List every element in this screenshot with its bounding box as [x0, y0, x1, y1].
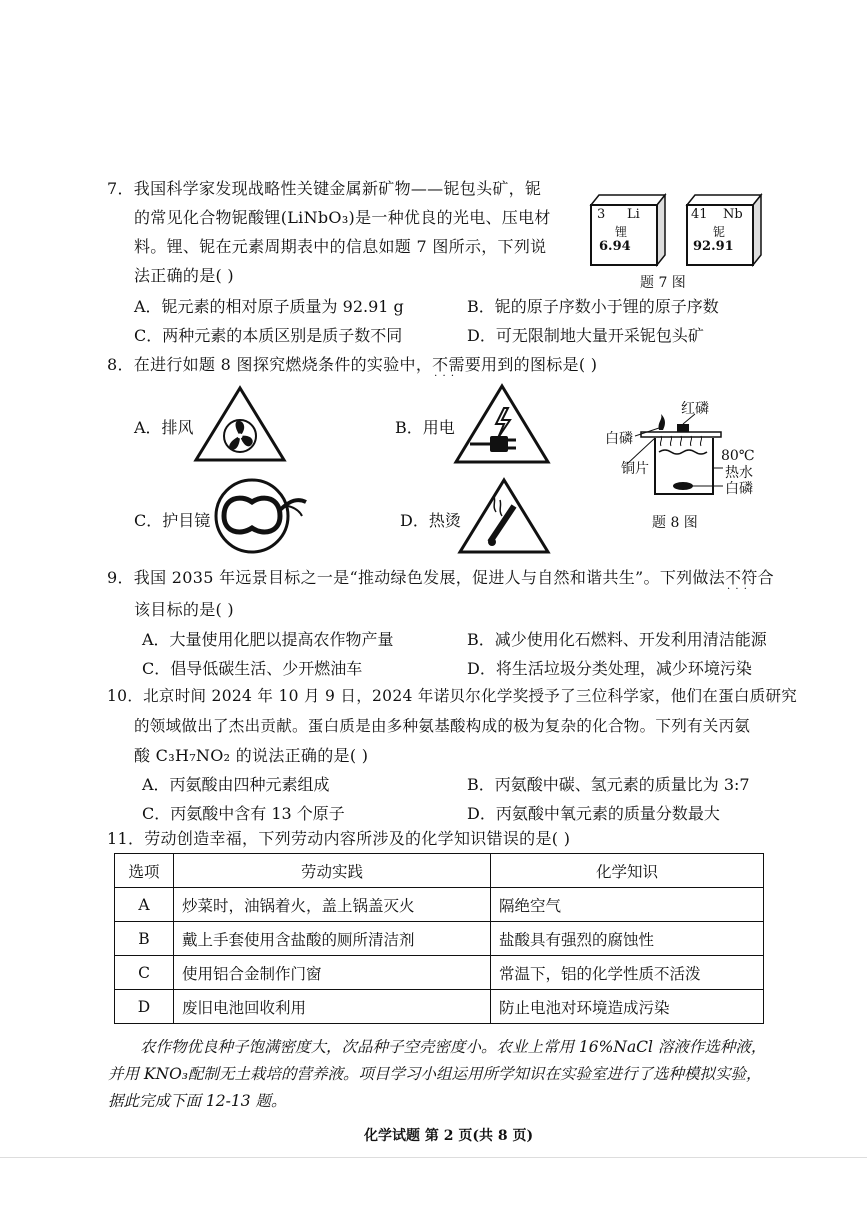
label-hot-water: 热水: [725, 465, 753, 481]
goggles-icon: [210, 476, 310, 556]
table-row: [115, 990, 764, 1024]
q11-table: [114, 853, 764, 1024]
q10-option-c: C．丙氨酸中含有 13 个原子: [142, 804, 345, 823]
li-card-frame: [587, 191, 669, 267]
q10-line2: 的领域做出了杰出贡献。蛋白质是由多种氨基酸构成的极为复杂的化合物。下列有关丙氨: [134, 717, 751, 735]
q8-stem: [107, 352, 597, 375]
hot-surface-icon: [456, 476, 552, 556]
q7-option-d: D．可无限制地大量开采铌包头矿: [467, 326, 704, 345]
table-cell: 废旧电池回收利用: [174, 990, 491, 1024]
nb-element-card: [683, 191, 765, 267]
table-header-cell: 选项: [115, 854, 174, 888]
li-symbol: Li: [627, 207, 640, 222]
table-cell: B: [115, 922, 174, 956]
q7-line3: 料。锂、铌在元素周期表中的信息如题 7 图所示，下列说: [134, 237, 547, 256]
footer-divider: [0, 1157, 867, 1158]
q7-line2: 的常见化合物铌酸锂(LiNbO₃)是一种优良的光电、压电材: [134, 208, 551, 227]
q8-stem-prefix: 8．在进行如题 8 图探究燃烧条件的实验中，: [107, 355, 433, 374]
q10-line3: 酸 C₃H₇NO₂ 的说法正确的是( ): [134, 746, 369, 765]
table-cell: 隔绝空气: [491, 888, 764, 922]
q7-line4: 法正确的是( ): [134, 266, 234, 285]
q7-option-b: B．铌的原子序数小于锂的原子序数: [467, 297, 719, 316]
q9-emphasis: 不符合 · · ·: [725, 568, 774, 587]
table-row: [115, 956, 764, 990]
table-header-cell: 化学知识: [491, 854, 764, 888]
table-cell: 炒菜时，油锅着火，盖上锅盖灭火: [174, 888, 491, 922]
li-number: 3: [597, 207, 606, 222]
label-copper-plate: 铜片: [621, 461, 649, 477]
q10-line1: 10．北京时间 2024 年 10 月 9 日，2024 年诺贝尔化学奖授予了三位科学家，他们在蛋白质研究: [107, 687, 798, 705]
q11-stem: 11．劳动创造幸福，下列劳动内容所涉及的化学知识错误的是( ): [107, 829, 571, 848]
q8-option-c: C．护目镜: [134, 511, 211, 530]
table-row: [115, 922, 764, 956]
q9-line1-text: 9．我国 2035 年远景目标之一是“推动绿色发展，促进人与自然和谐共生”。下列做法: [107, 568, 726, 587]
passage-line3: 据此完成下面 12-13 题。: [108, 1092, 287, 1110]
table-cell: 常温下，铝的化学性质不活泼: [491, 956, 764, 990]
label-white-phosphorus-bottom: 白磷: [725, 481, 753, 497]
label-white-phosphorus-top: 白磷: [605, 431, 633, 447]
ventilation-icon: [192, 384, 288, 464]
q10-option-b: B．丙氨酸中碳、氢元素的质量比为 3:7: [467, 775, 750, 794]
combustion-apparatus-figure: [605, 398, 775, 508]
nb-symbol: Nb: [723, 207, 743, 222]
nb-mass: 92.91: [693, 239, 734, 254]
q10-option-a: A．丙氨酸由四种元素组成: [142, 775, 330, 794]
q7-figure-caption: 题 7 图: [640, 275, 686, 291]
q9-option-a: A．大量使用化肥以提高农作物产量: [142, 630, 394, 649]
q8-stem-suffix: 用到的图标是( ): [481, 355, 598, 374]
label-red-phosphorus: 红磷: [681, 401, 709, 417]
q7-option-c: C．两种元素的本质区别是质子数不同: [134, 326, 403, 345]
q7-line1: 7．我国科学家发现战略性关键金属新矿物——铌包头矿，铌: [107, 179, 542, 198]
table-cell: D: [115, 990, 174, 1024]
electricity-icon: [452, 382, 552, 466]
label-temperature: 80℃: [721, 448, 755, 464]
table-header-row: [115, 854, 764, 888]
q8-option-b: B．用电: [395, 418, 455, 437]
q9-line2: 该目标的是( ): [134, 600, 234, 619]
page-footer: 化学试题 第 2 页(共 8 页): [364, 1128, 534, 1144]
q7-option-a: A．铌元素的相对原子质量为 92.91 g: [134, 297, 404, 316]
table-cell: 防止电池对环境造成污染: [491, 990, 764, 1024]
q8-stem-emphasis: 不需要 · · ·: [432, 355, 481, 374]
table-header-cell: 劳动实践: [174, 854, 491, 888]
q9-option-c: C．倡导低碳生活、少开燃油车: [142, 659, 363, 678]
q8-option-d: D．热烫: [400, 511, 461, 530]
q9-line1: [107, 565, 774, 588]
table-cell: A: [115, 888, 174, 922]
q8-figure-caption: 题 8 图: [652, 515, 698, 531]
q9-option-d: D．将生活垃圾分类处理，减少环境污染: [467, 659, 752, 678]
q10-option-d: D．丙氨酸中氧元素的质量分数最大: [467, 804, 720, 823]
table-cell: 使用铝合金制作门窗: [174, 956, 491, 990]
table-row: [115, 888, 764, 922]
nb-number: 41: [691, 207, 708, 222]
passage-line2: 并用 KNO₃配制无土栽培的营养液。项目学习小组运用所学知识在实验室进行了选种模拟实验，: [108, 1065, 762, 1083]
li-mass: 6.94: [599, 239, 631, 254]
table-cell: 盐酸具有强烈的腐蚀性: [491, 922, 764, 956]
nb-name: 铌: [713, 225, 726, 239]
li-element-card: [587, 191, 669, 267]
table-cell: C: [115, 956, 174, 990]
q9-option-b: B．减少使用化石燃料、开发利用清洁能源: [467, 630, 767, 649]
q8-option-a: A．排风: [134, 418, 194, 437]
li-name: 锂: [615, 225, 628, 239]
table-cell: 戴上手套使用含盐酸的厕所清洁剂: [174, 922, 491, 956]
passage-line1: 农作物优良种子饱满密度大，次品种子空壳密度小。农业上常用 16%NaCl 溶液作选种液，: [140, 1038, 767, 1056]
